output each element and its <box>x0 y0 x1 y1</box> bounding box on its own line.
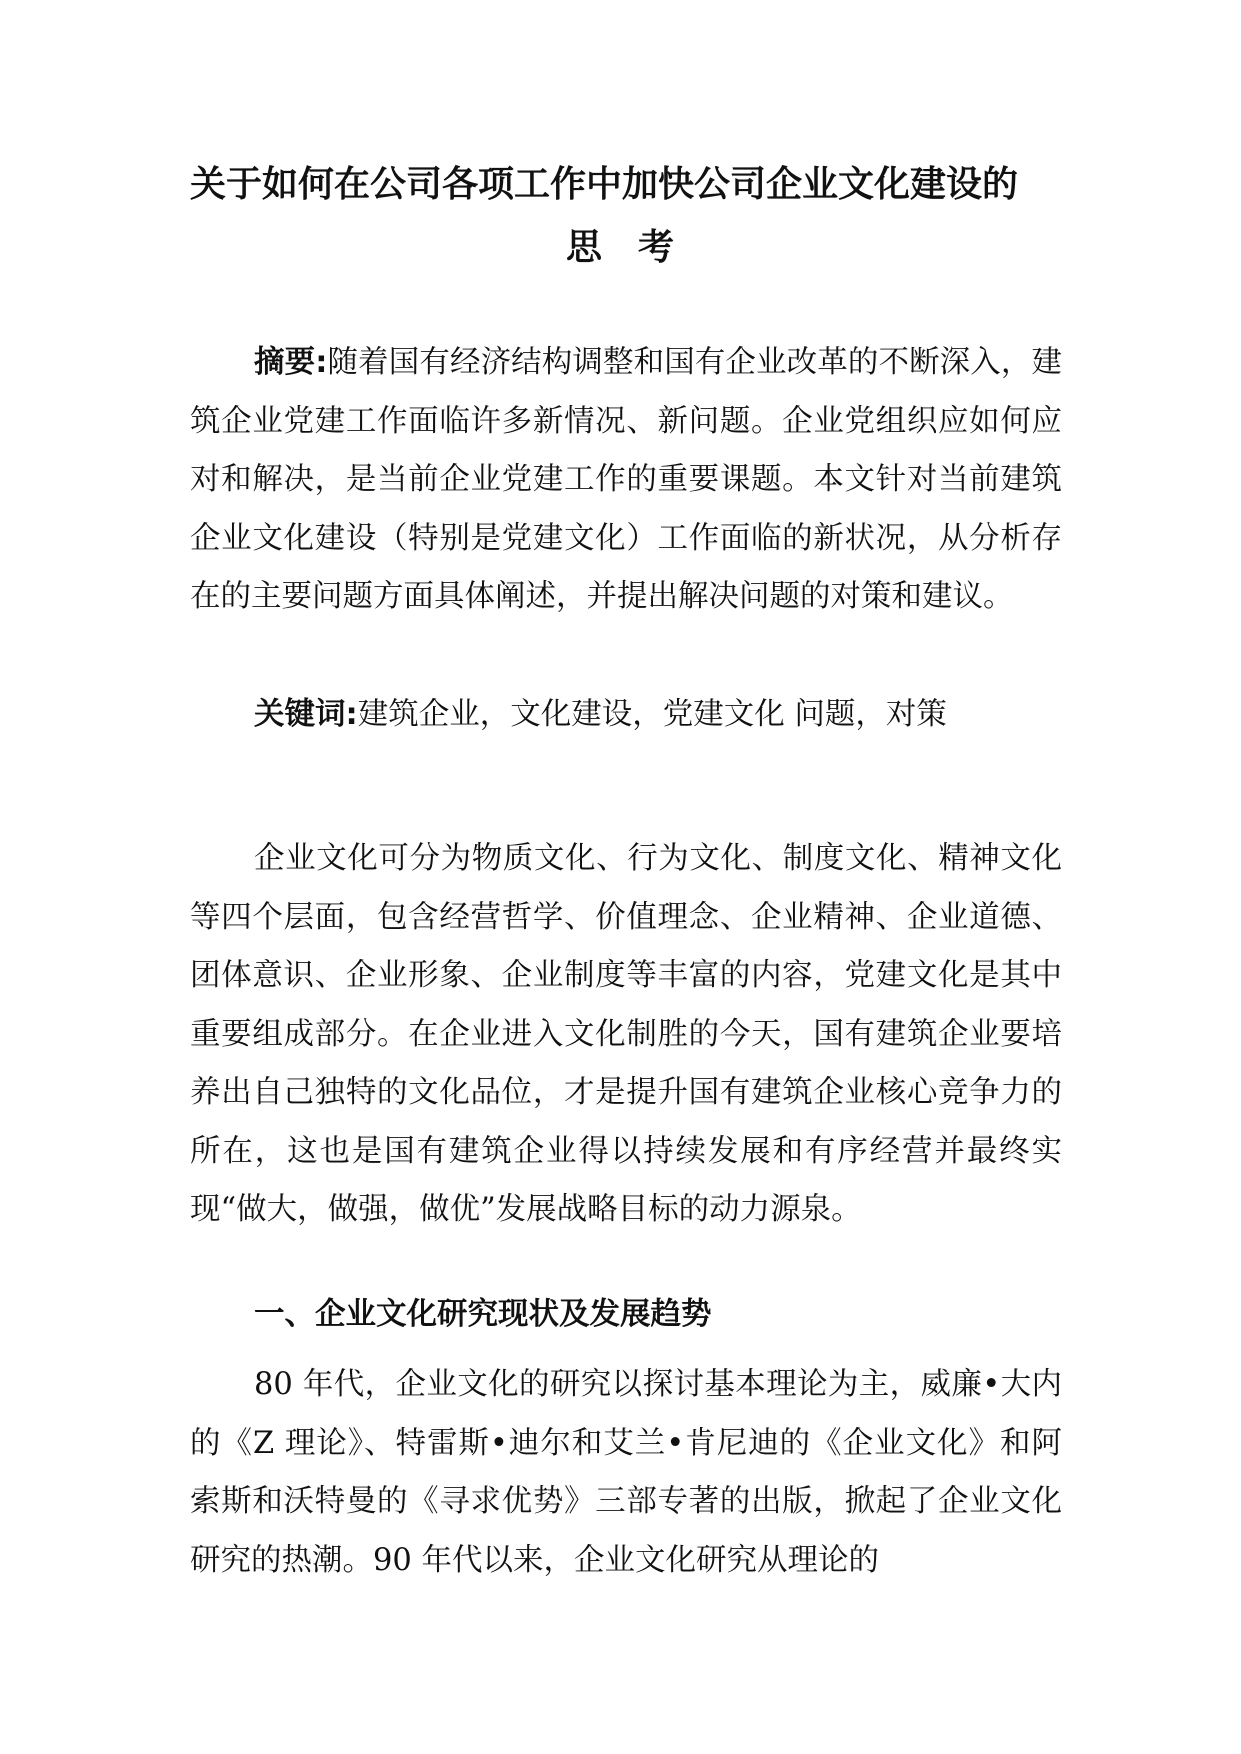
keywords-label: 关键词: <box>254 697 358 732</box>
intro-paragraph: 企业文化可分为物质文化、行为文化、制度文化、精神文化等四个层面，包含经营哲学、价值理念、企业精神、企业道德、团体意识、企业形象、企业制度等丰富的内容，党建文化是其中重要组成部分。在企业进入文化制胜的今天，国有建筑企业要培养出自己独特的文化品位，才是提升国有建筑企业核心竞争力的所在，这也是国有建筑企业得以持续发展和有序经营并最终实现“做大，做强，做优”发展战略目标的动力源泉。 <box>190 841 1062 1227</box>
section-heading-1: 一、企业文化研究现状及发展趋势 <box>254 1297 712 1332</box>
abstract-paragraph <box>190 334 1062 627</box>
document-title-line-2: 思考 <box>565 227 710 268</box>
section-1-text: 80 年代，企业文化的研究以探讨基本理论为主，威廉•大内的《Z 理论》、特雷斯•迪尔和艾兰•肯尼迪的《企业文化》和阿索斯和沃特曼的《寻求优势》三部专著的出版，掀起了企业文化研究的热潮。90 年代以来，企业文化研究从理论的 <box>190 1367 1062 1578</box>
section-1-paragraph <box>190 1356 1062 1590</box>
keywords-paragraph <box>190 686 1062 745</box>
document-title-line-1: 关于如何在公司各项工作中加快公司企业文化建设的 <box>190 164 1019 205</box>
abstract-label: 摘要: <box>254 345 328 380</box>
abstract-text: 随着国有经济结构调整和国有企业改革的不断深入，建筑企业党建工作面临许多新情况、新问题。企业党组织应如何应对和解决，是当前企业党建工作的重要课题。本文针对当前建筑企业文化建设（特别是党建文化）工作面临的新状况，从分析存在的主要问题方面具体阐述，并提出解决问题的对策和建议。 <box>190 345 1063 614</box>
keywords-text: 建筑企业，文化建设，党建文化 问题，对策 <box>357 697 947 732</box>
